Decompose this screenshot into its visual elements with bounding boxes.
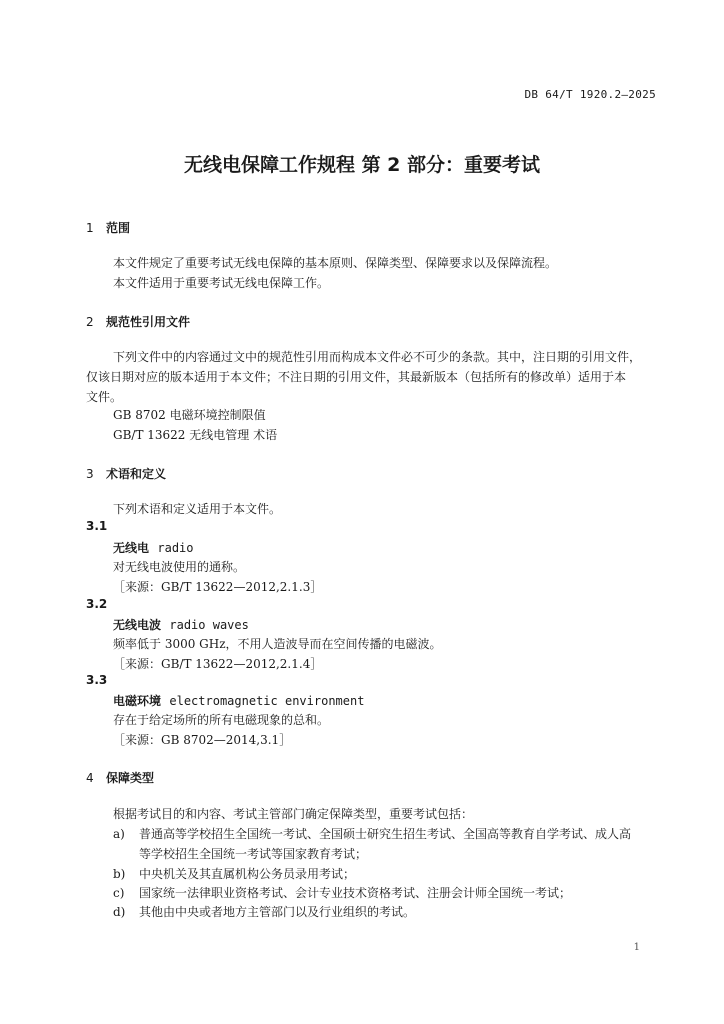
list-text: 普通高等学校招生全国统一考试、全国硕士研究生招生考试、全国高等教育自学考试、成人高 bbox=[139, 827, 632, 841]
term-definition: 对无线电波使用的通称。 bbox=[113, 560, 246, 574]
section-title: 范围 bbox=[106, 221, 131, 235]
paragraph-line: 文件。 bbox=[86, 390, 123, 404]
section-number: 2 bbox=[86, 315, 94, 329]
reference-item: GB/T 13622 无线电管理 术语 bbox=[113, 428, 278, 442]
paragraph: 本文件适用于重要考试无线电保障工作。 bbox=[113, 276, 330, 290]
term-title bbox=[113, 692, 364, 709]
list-item-continuation: 等学校招生全国统一考试等国家教育考试； bbox=[139, 847, 368, 861]
term-source: ［来源：GB/T 13622—2012,2.1.3］ bbox=[113, 580, 323, 594]
list-item bbox=[113, 902, 415, 922]
page-number: 1 bbox=[633, 942, 640, 953]
list-text: 国家统一法律职业资格考试、会计专业技术资格考试、注册会计师全国统一考试； bbox=[139, 886, 572, 900]
term-english: radio bbox=[157, 541, 194, 555]
term-definition: 频率低于 3000 GHz，不用人造波导而在空间传播的电磁波。 bbox=[113, 637, 442, 651]
section-title: 保障类型 bbox=[106, 771, 155, 785]
reference-item: GB 8702 电磁环境控制限值 bbox=[113, 408, 266, 422]
term-chinese: 无线电 bbox=[113, 541, 150, 555]
list-item bbox=[113, 883, 571, 903]
term-title bbox=[113, 539, 194, 556]
paragraph: 根据考试目的和内容、考试主管部门确定保障类型，重要考试包括： bbox=[113, 807, 474, 821]
term-number: 3.3 bbox=[86, 673, 108, 687]
list-label: b) bbox=[113, 867, 126, 881]
term-english: radio waves bbox=[169, 618, 249, 632]
section-number: 3 bbox=[86, 467, 94, 481]
section-heading-scope bbox=[86, 219, 130, 236]
section-heading-terms-definitions bbox=[86, 465, 166, 482]
paragraph: 本文件规定了重要考试无线电保障的基本原则、保障类型、保障要求以及保障流程。 bbox=[113, 256, 558, 270]
list-label: d) bbox=[113, 905, 126, 919]
section-heading-normative-references bbox=[86, 313, 190, 330]
term-source: ［来源：GB/T 13622—2012,2.1.4］ bbox=[113, 657, 323, 671]
term-english: electromagnetic environment bbox=[169, 694, 365, 708]
list-item bbox=[113, 864, 355, 884]
section-heading-support-types bbox=[86, 769, 154, 786]
document-title: 无线电保障工作规程 第 2 部分：重要考试 bbox=[183, 154, 541, 176]
list-text: 其他由中央或者地方主管部门以及行业组织的考试。 bbox=[139, 905, 416, 919]
section-number: 4 bbox=[86, 771, 94, 785]
paragraph: 下列术语和定义适用于本文件。 bbox=[113, 502, 282, 516]
term-chinese: 无线电波 bbox=[113, 618, 162, 632]
section-title: 规范性引用文件 bbox=[106, 315, 191, 329]
term-source: ［来源：GB 8702—2014,3.1］ bbox=[113, 733, 292, 747]
document-number: DB 64/T 1920.2—2025 bbox=[524, 88, 656, 101]
section-number: 1 bbox=[86, 221, 94, 235]
term-definition: 存在于给定场所的所有电磁现象的总和。 bbox=[113, 713, 330, 727]
section-title: 术语和定义 bbox=[106, 467, 167, 481]
list-label: c) bbox=[113, 886, 125, 900]
paragraph-line: 仅该日期对应的版本适用于本文件；不注日期的引用文件，其最新版本（包括所有的修改单）适用于本 bbox=[86, 370, 627, 384]
list-item bbox=[113, 824, 631, 844]
list-text: 中央机关及其直属机构公务员录用考试； bbox=[139, 867, 356, 881]
term-number: 3.2 bbox=[86, 597, 108, 611]
term-chinese: 电磁环境 bbox=[113, 694, 162, 708]
list-label: a) bbox=[113, 827, 125, 841]
term-title bbox=[113, 616, 249, 633]
paragraph-line: 下列文件中的内容通过文中的规范性引用而构成本文件必不可少的条款。其中，注日期的引用文件， bbox=[113, 350, 642, 364]
term-number: 3.1 bbox=[86, 519, 108, 533]
